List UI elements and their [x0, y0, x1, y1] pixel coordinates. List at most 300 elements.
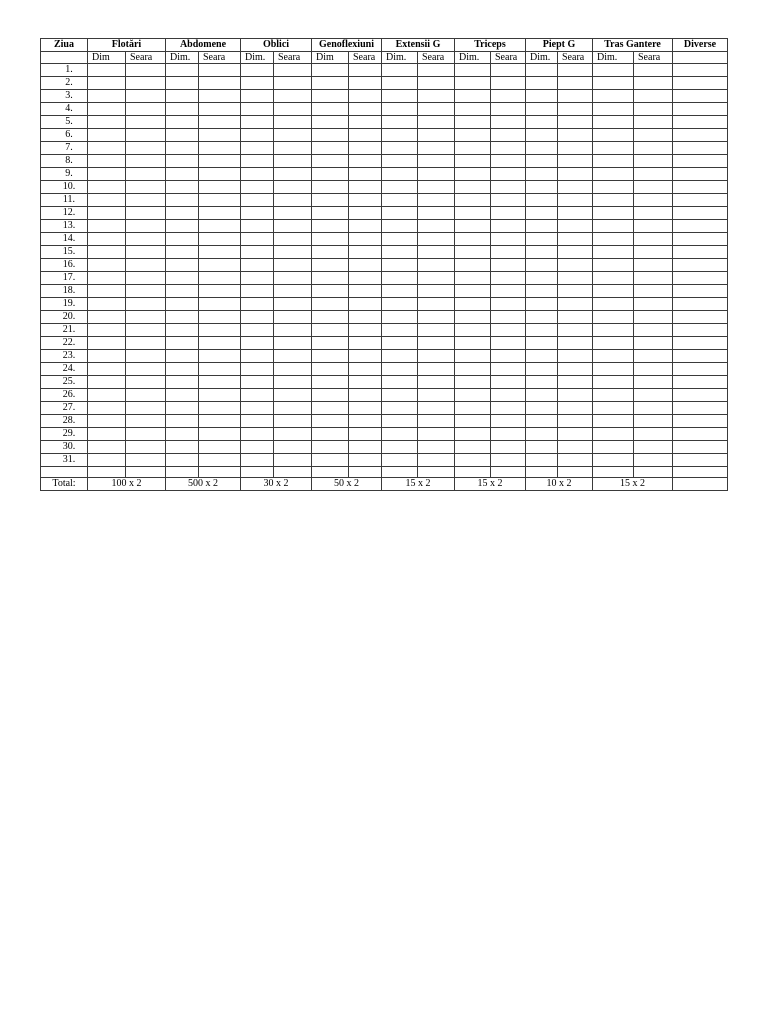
log-entry-cell [241, 90, 274, 103]
log-entry-cell [88, 350, 126, 363]
log-entry-cell [274, 181, 312, 194]
table-row [41, 103, 728, 116]
blank-cell [673, 467, 728, 478]
log-entry-cell [558, 324, 593, 337]
log-entry-cell [634, 64, 673, 77]
log-entry-cell [491, 181, 526, 194]
extra-entry-cell [673, 285, 728, 298]
log-entry-cell [593, 103, 634, 116]
log-entry-cell [491, 272, 526, 285]
log-entry-cell [593, 337, 634, 350]
log-entry-cell [558, 428, 593, 441]
log-entry-cell [418, 207, 455, 220]
log-entry-cell [526, 129, 558, 142]
log-entry-cell [199, 363, 241, 376]
log-entry-cell [593, 207, 634, 220]
table-row [41, 246, 728, 259]
log-entry-cell [418, 129, 455, 142]
log-entry-cell [126, 389, 166, 402]
evening-subheader: Seara [491, 52, 526, 64]
day-column-header: Ziua [41, 39, 88, 52]
log-entry-cell [349, 285, 382, 298]
log-entry-cell [199, 402, 241, 415]
log-entry-cell [241, 363, 274, 376]
log-entry-cell [634, 311, 673, 324]
log-entry-cell [491, 298, 526, 311]
extra-entry-cell [673, 363, 728, 376]
table-row [41, 64, 728, 77]
log-entry-cell [88, 129, 126, 142]
log-entry-cell [593, 402, 634, 415]
log-entry-cell [491, 337, 526, 350]
log-entry-cell [166, 350, 199, 363]
log-entry-cell [241, 155, 274, 168]
log-entry-cell [126, 428, 166, 441]
log-entry-cell [455, 415, 491, 428]
log-entry-cell [418, 311, 455, 324]
evening-subheader: Seara [199, 52, 241, 64]
log-entry-cell [491, 207, 526, 220]
log-entry-cell [199, 259, 241, 272]
day-number-cell: 28. [41, 415, 88, 428]
log-entry-cell [418, 363, 455, 376]
log-entry-cell [418, 103, 455, 116]
log-entry-cell [558, 402, 593, 415]
log-entry-cell [418, 428, 455, 441]
log-entry-cell [199, 311, 241, 324]
log-entry-cell [593, 181, 634, 194]
log-entry-cell [418, 77, 455, 90]
log-entry-cell [593, 194, 634, 207]
log-entry-cell [491, 233, 526, 246]
day-number-cell: 22. [41, 337, 88, 350]
log-entry-cell [199, 168, 241, 181]
log-entry-cell [382, 116, 418, 129]
log-entry-cell [241, 454, 274, 467]
log-entry-cell [166, 116, 199, 129]
log-entry-cell [526, 350, 558, 363]
log-entry-cell [166, 103, 199, 116]
log-entry-cell [274, 194, 312, 207]
log-entry-cell [199, 246, 241, 259]
log-entry-cell [241, 402, 274, 415]
log-entry-cell [88, 207, 126, 220]
log-entry-cell [241, 168, 274, 181]
log-entry-cell [312, 207, 349, 220]
log-entry-cell [349, 181, 382, 194]
log-entry-cell [312, 142, 349, 155]
log-entry-cell [382, 415, 418, 428]
log-entry-cell [312, 233, 349, 246]
log-entry-cell [241, 272, 274, 285]
log-entry-cell [491, 311, 526, 324]
log-entry-cell [88, 324, 126, 337]
total-label: Total: [41, 478, 88, 491]
log-entry-cell [558, 116, 593, 129]
log-entry-cell [455, 350, 491, 363]
log-entry-cell [418, 155, 455, 168]
extra-entry-cell [673, 311, 728, 324]
log-entry-cell [491, 246, 526, 259]
log-entry-cell [166, 259, 199, 272]
log-entry-cell [88, 77, 126, 90]
log-entry-cell [349, 259, 382, 272]
log-entry-cell [166, 207, 199, 220]
log-entry-cell [558, 77, 593, 90]
log-entry-cell [199, 155, 241, 168]
log-entry-cell [126, 103, 166, 116]
extra-entry-cell [673, 246, 728, 259]
total-value: 100 x 2 [88, 478, 166, 491]
log-entry-cell [593, 129, 634, 142]
log-entry-cell [526, 402, 558, 415]
table-row [41, 207, 728, 220]
log-entry-cell [349, 142, 382, 155]
log-entry-cell [455, 220, 491, 233]
log-entry-cell [634, 285, 673, 298]
log-entry-cell [526, 389, 558, 402]
table-row [41, 142, 728, 155]
exercise-header: Piept G [526, 39, 593, 52]
extra-entry-cell [673, 389, 728, 402]
log-entry-cell [382, 64, 418, 77]
blank-cell [558, 467, 593, 478]
extra-entry-cell [673, 181, 728, 194]
log-entry-cell [126, 259, 166, 272]
log-entry-cell [126, 129, 166, 142]
log-entry-cell [382, 168, 418, 181]
log-entry-cell [382, 272, 418, 285]
log-entry-cell [88, 220, 126, 233]
log-entry-cell [241, 298, 274, 311]
evening-subheader: Seara [634, 52, 673, 64]
log-entry-cell [634, 376, 673, 389]
table-row [41, 233, 728, 246]
log-entry-cell [126, 246, 166, 259]
log-entry-cell [382, 207, 418, 220]
log-entry-cell [312, 64, 349, 77]
extra-entry-cell [673, 272, 728, 285]
log-entry-cell [126, 90, 166, 103]
log-entry-cell [274, 77, 312, 90]
log-entry-cell [382, 298, 418, 311]
log-entry-cell [88, 428, 126, 441]
log-entry-cell [241, 389, 274, 402]
table-row [41, 324, 728, 337]
log-entry-cell [88, 259, 126, 272]
log-entry-cell [166, 389, 199, 402]
log-entry-cell [274, 324, 312, 337]
log-entry-cell [593, 428, 634, 441]
log-entry-cell [526, 194, 558, 207]
log-entry-cell [558, 350, 593, 363]
log-entry-cell [558, 454, 593, 467]
log-entry-cell [166, 298, 199, 311]
day-number-cell: 27. [41, 402, 88, 415]
log-entry-cell [88, 454, 126, 467]
log-entry-cell [274, 402, 312, 415]
log-entry-cell [418, 90, 455, 103]
log-entry-cell [274, 207, 312, 220]
blank-cell [349, 467, 382, 478]
log-entry-cell [199, 298, 241, 311]
log-entry-cell [199, 90, 241, 103]
evening-subheader: Seara [349, 52, 382, 64]
log-entry-cell [491, 194, 526, 207]
log-entry-cell [349, 220, 382, 233]
log-entry-cell [88, 194, 126, 207]
log-entry-cell [126, 363, 166, 376]
blank-cell [274, 467, 312, 478]
log-entry-cell [382, 402, 418, 415]
log-entry-cell [634, 168, 673, 181]
log-entry-cell [558, 233, 593, 246]
log-entry-cell [88, 402, 126, 415]
log-entry-cell [274, 246, 312, 259]
extra-entry-cell [673, 350, 728, 363]
table-row [41, 428, 728, 441]
log-entry-cell [88, 246, 126, 259]
log-entry-cell [349, 116, 382, 129]
log-entry-cell [418, 272, 455, 285]
log-entry-cell [491, 415, 526, 428]
log-entry-cell [455, 194, 491, 207]
log-entry-cell [491, 441, 526, 454]
log-entry-cell [349, 454, 382, 467]
log-entry-cell [526, 155, 558, 168]
log-entry-cell [418, 415, 455, 428]
log-entry-cell [455, 103, 491, 116]
blank-cell [166, 467, 199, 478]
total-value: 500 x 2 [166, 478, 241, 491]
log-entry-cell [634, 363, 673, 376]
log-entry-cell [274, 116, 312, 129]
log-entry-cell [418, 376, 455, 389]
log-entry-cell [241, 337, 274, 350]
log-entry-cell [274, 90, 312, 103]
log-entry-cell [349, 428, 382, 441]
log-entry-cell [455, 116, 491, 129]
log-entry-cell [199, 285, 241, 298]
log-entry-cell [88, 272, 126, 285]
day-number-cell: 10. [41, 181, 88, 194]
log-entry-cell [88, 233, 126, 246]
log-entry-cell [312, 116, 349, 129]
blank-cell [382, 467, 418, 478]
log-entry-cell [593, 116, 634, 129]
log-entry-cell [312, 454, 349, 467]
total-value: 10 x 2 [526, 478, 593, 491]
log-entry-cell [349, 441, 382, 454]
log-entry-cell [558, 311, 593, 324]
log-entry-cell [126, 233, 166, 246]
extra-entry-cell [673, 207, 728, 220]
log-entry-cell [593, 454, 634, 467]
log-entry-cell [526, 246, 558, 259]
log-entry-cell [558, 103, 593, 116]
log-entry-cell [241, 376, 274, 389]
log-entry-cell [241, 259, 274, 272]
extra-entry-cell [673, 454, 728, 467]
log-entry-cell [634, 77, 673, 90]
log-entry-cell [558, 376, 593, 389]
log-entry-cell [274, 285, 312, 298]
table-row [41, 389, 728, 402]
log-entry-cell [166, 233, 199, 246]
log-entry-cell [382, 259, 418, 272]
log-entry-cell [526, 454, 558, 467]
log-entry-cell [418, 220, 455, 233]
log-entry-cell [418, 298, 455, 311]
log-entry-cell [382, 285, 418, 298]
log-entry-cell [274, 428, 312, 441]
log-entry-cell [634, 90, 673, 103]
log-entry-cell [455, 454, 491, 467]
log-entry-cell [199, 181, 241, 194]
log-entry-cell [241, 233, 274, 246]
log-entry-cell [312, 129, 349, 142]
blank-cell [593, 467, 634, 478]
log-entry-cell [455, 376, 491, 389]
log-entry-cell [199, 272, 241, 285]
log-entry-cell [491, 142, 526, 155]
log-entry-cell [166, 454, 199, 467]
exercise-header: Tras Gantere [593, 39, 673, 52]
extra-entry-cell [673, 337, 728, 350]
log-entry-cell [593, 376, 634, 389]
log-entry-cell [166, 402, 199, 415]
log-entry-cell [88, 441, 126, 454]
log-entry-cell [166, 428, 199, 441]
log-entry-cell [491, 350, 526, 363]
day-number-cell: 1. [41, 64, 88, 77]
log-entry-cell [349, 129, 382, 142]
log-entry-cell [126, 454, 166, 467]
log-entry-cell [526, 90, 558, 103]
log-entry-cell [634, 116, 673, 129]
log-entry-cell [382, 194, 418, 207]
log-entry-cell [312, 376, 349, 389]
morning-subheader: Dim. [526, 52, 558, 64]
log-entry-cell [634, 415, 673, 428]
evening-subheader: Seara [418, 52, 455, 64]
log-entry-cell [312, 103, 349, 116]
day-number-cell: 6. [41, 129, 88, 142]
log-entry-cell [418, 246, 455, 259]
log-entry-cell [455, 77, 491, 90]
log-entry-cell [88, 415, 126, 428]
log-entry-cell [558, 220, 593, 233]
log-entry-cell [166, 64, 199, 77]
log-entry-cell [491, 402, 526, 415]
day-number-cell: 13. [41, 220, 88, 233]
log-entry-cell [349, 402, 382, 415]
log-entry-cell [593, 350, 634, 363]
log-entry-cell [312, 259, 349, 272]
log-entry-cell [634, 129, 673, 142]
table-row [41, 116, 728, 129]
extra-entry-cell [673, 116, 728, 129]
log-entry-cell [126, 168, 166, 181]
extra-entry-cell [673, 428, 728, 441]
log-entry-cell [126, 77, 166, 90]
log-entry-cell [558, 129, 593, 142]
log-entry-cell [526, 259, 558, 272]
log-entry-cell [418, 64, 455, 77]
log-entry-cell [526, 311, 558, 324]
blank-cell [418, 467, 455, 478]
log-entry-cell [558, 272, 593, 285]
log-entry-cell [418, 350, 455, 363]
log-entry-cell [382, 90, 418, 103]
log-entry-cell [166, 311, 199, 324]
table-row [41, 77, 728, 90]
total-value: 15 x 2 [455, 478, 526, 491]
extra-entry-cell [673, 155, 728, 168]
extra-entry-cell [673, 168, 728, 181]
morning-subheader: Dim [312, 52, 349, 64]
log-entry-cell [126, 194, 166, 207]
extra-entry-cell [673, 64, 728, 77]
table-row [41, 181, 728, 194]
evening-subheader: Seara [274, 52, 312, 64]
log-entry-cell [634, 103, 673, 116]
log-entry-cell [634, 233, 673, 246]
morning-subheader: Dim. [382, 52, 418, 64]
log-entry-cell [312, 337, 349, 350]
log-entry-cell [382, 77, 418, 90]
log-entry-cell [199, 116, 241, 129]
log-entry-cell [593, 311, 634, 324]
log-entry-cell [88, 181, 126, 194]
subheader-empty-cell [673, 52, 728, 64]
log-entry-cell [455, 389, 491, 402]
log-entry-cell [349, 298, 382, 311]
log-entry-cell [274, 129, 312, 142]
log-entry-cell [349, 337, 382, 350]
evening-subheader: Seara [558, 52, 593, 64]
log-entry-cell [349, 194, 382, 207]
log-entry-cell [558, 285, 593, 298]
extra-entry-cell [673, 220, 728, 233]
log-entry-cell [382, 246, 418, 259]
extra-entry-cell [673, 441, 728, 454]
log-entry-cell [199, 233, 241, 246]
log-entry-cell [241, 129, 274, 142]
log-entry-cell [455, 90, 491, 103]
log-entry-cell [634, 207, 673, 220]
log-entry-cell [491, 220, 526, 233]
log-entry-cell [558, 441, 593, 454]
morning-subheader: Dim. [455, 52, 491, 64]
log-entry-cell [491, 285, 526, 298]
exercise-header: Oblici [241, 39, 312, 52]
log-entry-cell [349, 103, 382, 116]
log-entry-cell [349, 376, 382, 389]
extra-entry-cell [673, 324, 728, 337]
log-entry-cell [166, 285, 199, 298]
log-entry-cell [274, 64, 312, 77]
log-entry-cell [274, 233, 312, 246]
log-entry-cell [349, 64, 382, 77]
extra-entry-cell [673, 90, 728, 103]
log-entry-cell [382, 363, 418, 376]
log-entry-cell [349, 77, 382, 90]
log-entry-cell [88, 389, 126, 402]
log-entry-cell [166, 168, 199, 181]
log-entry-cell [126, 441, 166, 454]
log-entry-cell [199, 428, 241, 441]
